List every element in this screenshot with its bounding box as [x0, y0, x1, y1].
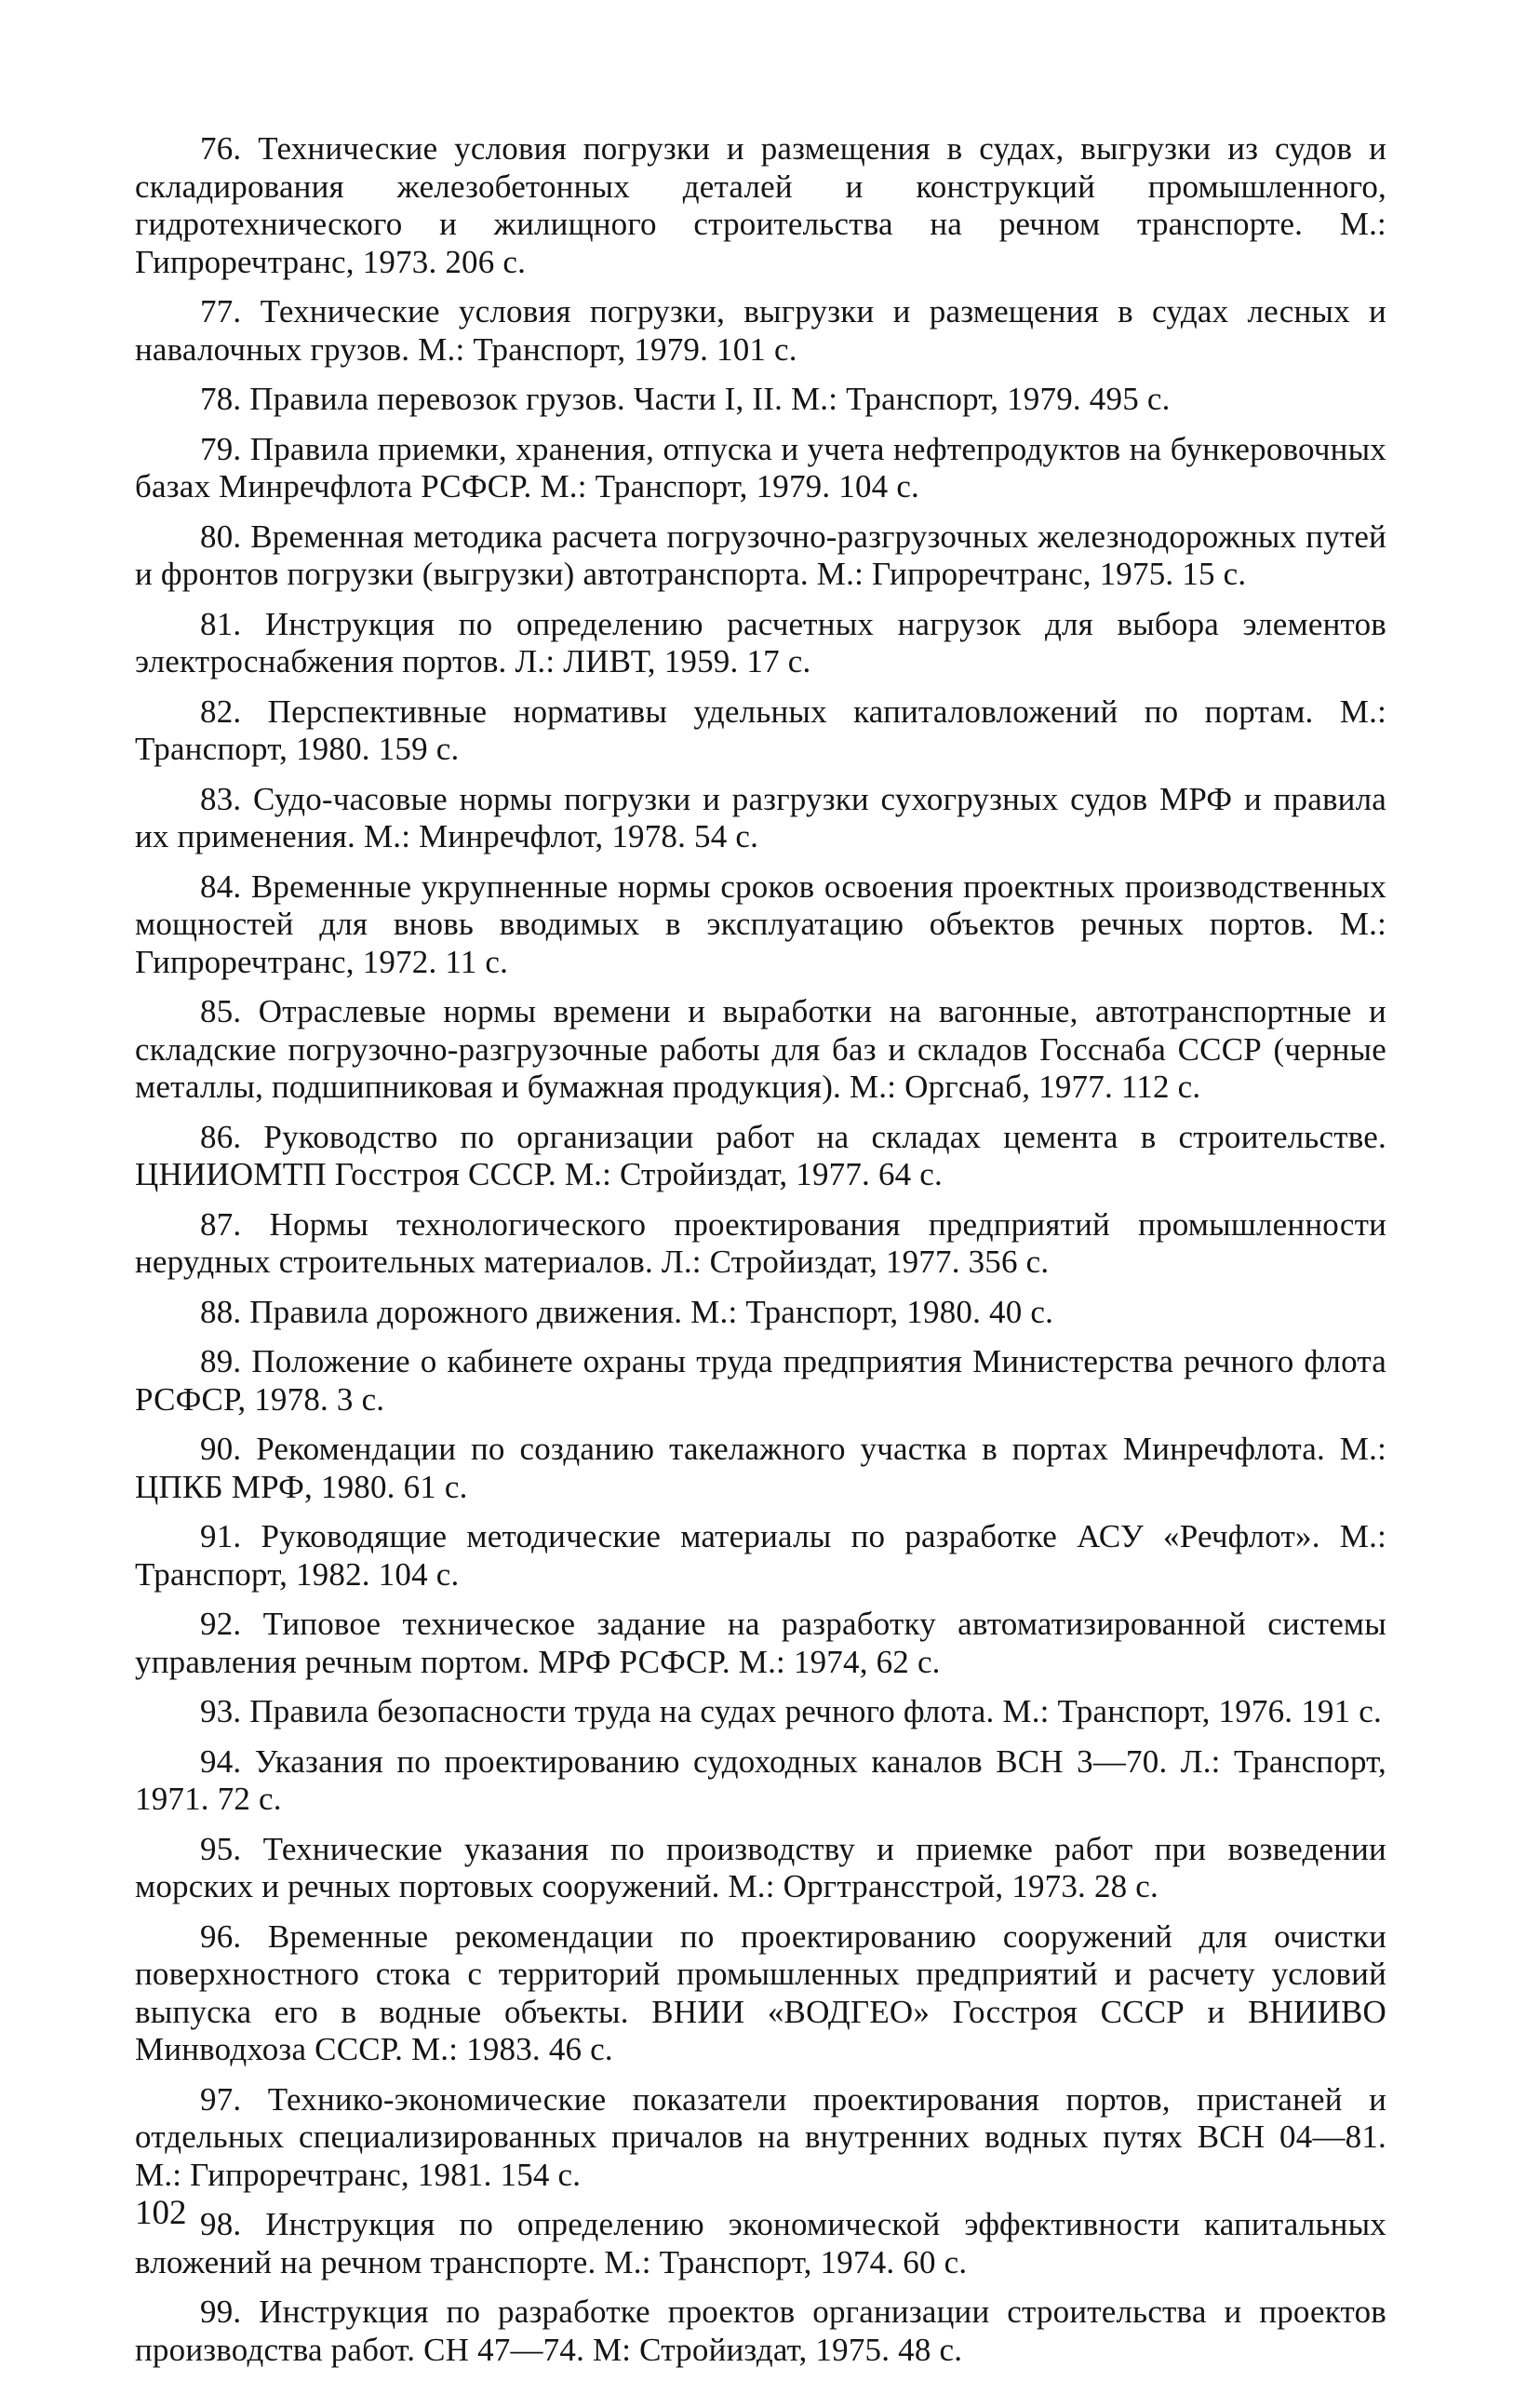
- reference-item: 77. Технические условия погрузки, выгрузки и размещения в судах лесных и навалочных грузов. М.: Транспорт, 1979. 101 с.: [135, 293, 1386, 368]
- reference-item: 91. Руководящие методические материалы по разработке АСУ «Речфлот». М.: Транспорт, 1982. 104 с.: [135, 1518, 1386, 1593]
- reference-item: 98. Инструкция по определению экономической эффективности капитальных вложений на речном транспорте. М.: Транспорт, 1974. 60 с.: [135, 2206, 1386, 2280]
- reference-item: 79. Правила приемки, хранения, отпуска и учета нефтепродуктов на бункеровочных базах Минречфлота РСФСР. М.: Транспорт, 1979. 104 с.: [135, 430, 1386, 504]
- reference-item: 96. Временные рекомендации по проектированию сооружений для очистки поверхностного стока с территорий промышленных предприятий и расчету условий выпуска его в водные объекты. ВНИИ «ВОДГЕО» Госстроя СССР и ВНИИВО Минводхоза СССР. М.: 1983. 46 с.: [135, 1917, 1386, 2067]
- reference-item: 86. Руководство по организации работ на складах цемента в строительстве. ЦНИИОМТП Госстроя СССР. М.: Стройиздат, 1977. 64 с.: [135, 1118, 1386, 1192]
- reference-item: 97. Технико-экономические показатели проектирования портов, пристаней и отдельных специализированных причалов на внутренних водных путях ВСН 04—81. М.: Гипроречтранс, 1981. 154 с.: [135, 2080, 1386, 2193]
- reference-item: 80. Временная методика расчета погрузочно-разгрузочных железнодорожных путей и фронтов погрузки (выгрузки) автотранспорта. М.: Гипроречтранс, 1975. 15 с.: [135, 518, 1386, 592]
- reference-item: 89. Положение о кабинете охраны труда предприятия Министерства речного флота РСФСР, 1978. 3 с.: [135, 1343, 1386, 1418]
- reference-item: 84. Временные укрупненные нормы сроков освоения проектных производственных мощностей для вновь вводимых в эксплуатацию объектов речных портов. М.: Гипроречтранс, 1972. 11 с.: [135, 868, 1386, 980]
- reference-item: 82. Перспективные нормативы удельных капиталовложений по портам. М.: Транспорт, 1980. 159 с.: [135, 693, 1386, 767]
- reference-item: 93. Правила безопасности труда на судах речного флота. М.: Транспорт, 1976. 191 с.: [200, 1693, 1382, 1729]
- reference-item: 81. Инструкция по определению расчетных нагрузок для выбора элементов электроснабжения портов. Л.: ЛИВТ, 1959. 17 с.: [135, 605, 1386, 679]
- reference-item: 94. Указания по проектированию судоходных каналов ВСН 3—70. Л.: Транспорт, 1971. 72 с.: [135, 1742, 1386, 1817]
- page-number: 102: [135, 2194, 187, 2232]
- reference-item: 90. Рекомендации по созданию такелажного участка в портах Минречфлота. М.: ЦПКБ МРФ, 1980. 61 с.: [135, 1431, 1386, 1505]
- reference-item: 95. Технические указания по производству и приемке работ при возведении морских и речных портовых сооружений. М.: Оргтрансстрой, 1973. 28 с.: [135, 1830, 1386, 1904]
- reference-item: 99. Инструкция по разработке проектов организации строительства и проектов производства работ. СН 47—74. М: Стройиздат, 1975. 48 с.: [135, 2294, 1386, 2368]
- reference-item: 85. Отраслевые нормы времени и выработки на вагонные, автотранспортные и складские погрузочно-разгрузочные работы для баз и складов Госснаба СССР (черные металлы, подшипниковая и бумажная продукция). М.: Оргснаб, 1977. 112 с.: [135, 993, 1386, 1105]
- reference-item: 88. Правила дорожного движения. М.: Транспорт, 1980. 40 с.: [200, 1293, 1054, 1330]
- reference-item: 83. Судо-часовые нормы погрузки и разгрузки сухогрузных судов МРФ и правила их применения. М.: Минречфлот, 1978. 54 с.: [135, 780, 1386, 854]
- reference-item: 87. Нормы технологического проектирования предприятий промышленности нерудных строительных материалов. Л.: Стройиздат, 1977. 356 с.: [135, 1205, 1386, 1280]
- reference-item: 76. Технические условия погрузки и размещения в судах, выгрузки из судов и складирования железобетонных деталей и конструкций промышленного, гидротехнического и жилищного строительства на речном транспорте. М.: Гипроречтранс, 1973. 206 с.: [135, 130, 1386, 280]
- reference-list: [135, 130, 1386, 2381]
- reference-item: 92. Типовое техническое задание на разработку автоматизированной системы управления речным портом. МРФ РСФСР. М.: 1974, 62 с.: [135, 1606, 1386, 1680]
- reference-item: 78. Правила перевозок грузов. Части I, II. М.: Транспорт, 1979. 495 с.: [200, 381, 1171, 417]
